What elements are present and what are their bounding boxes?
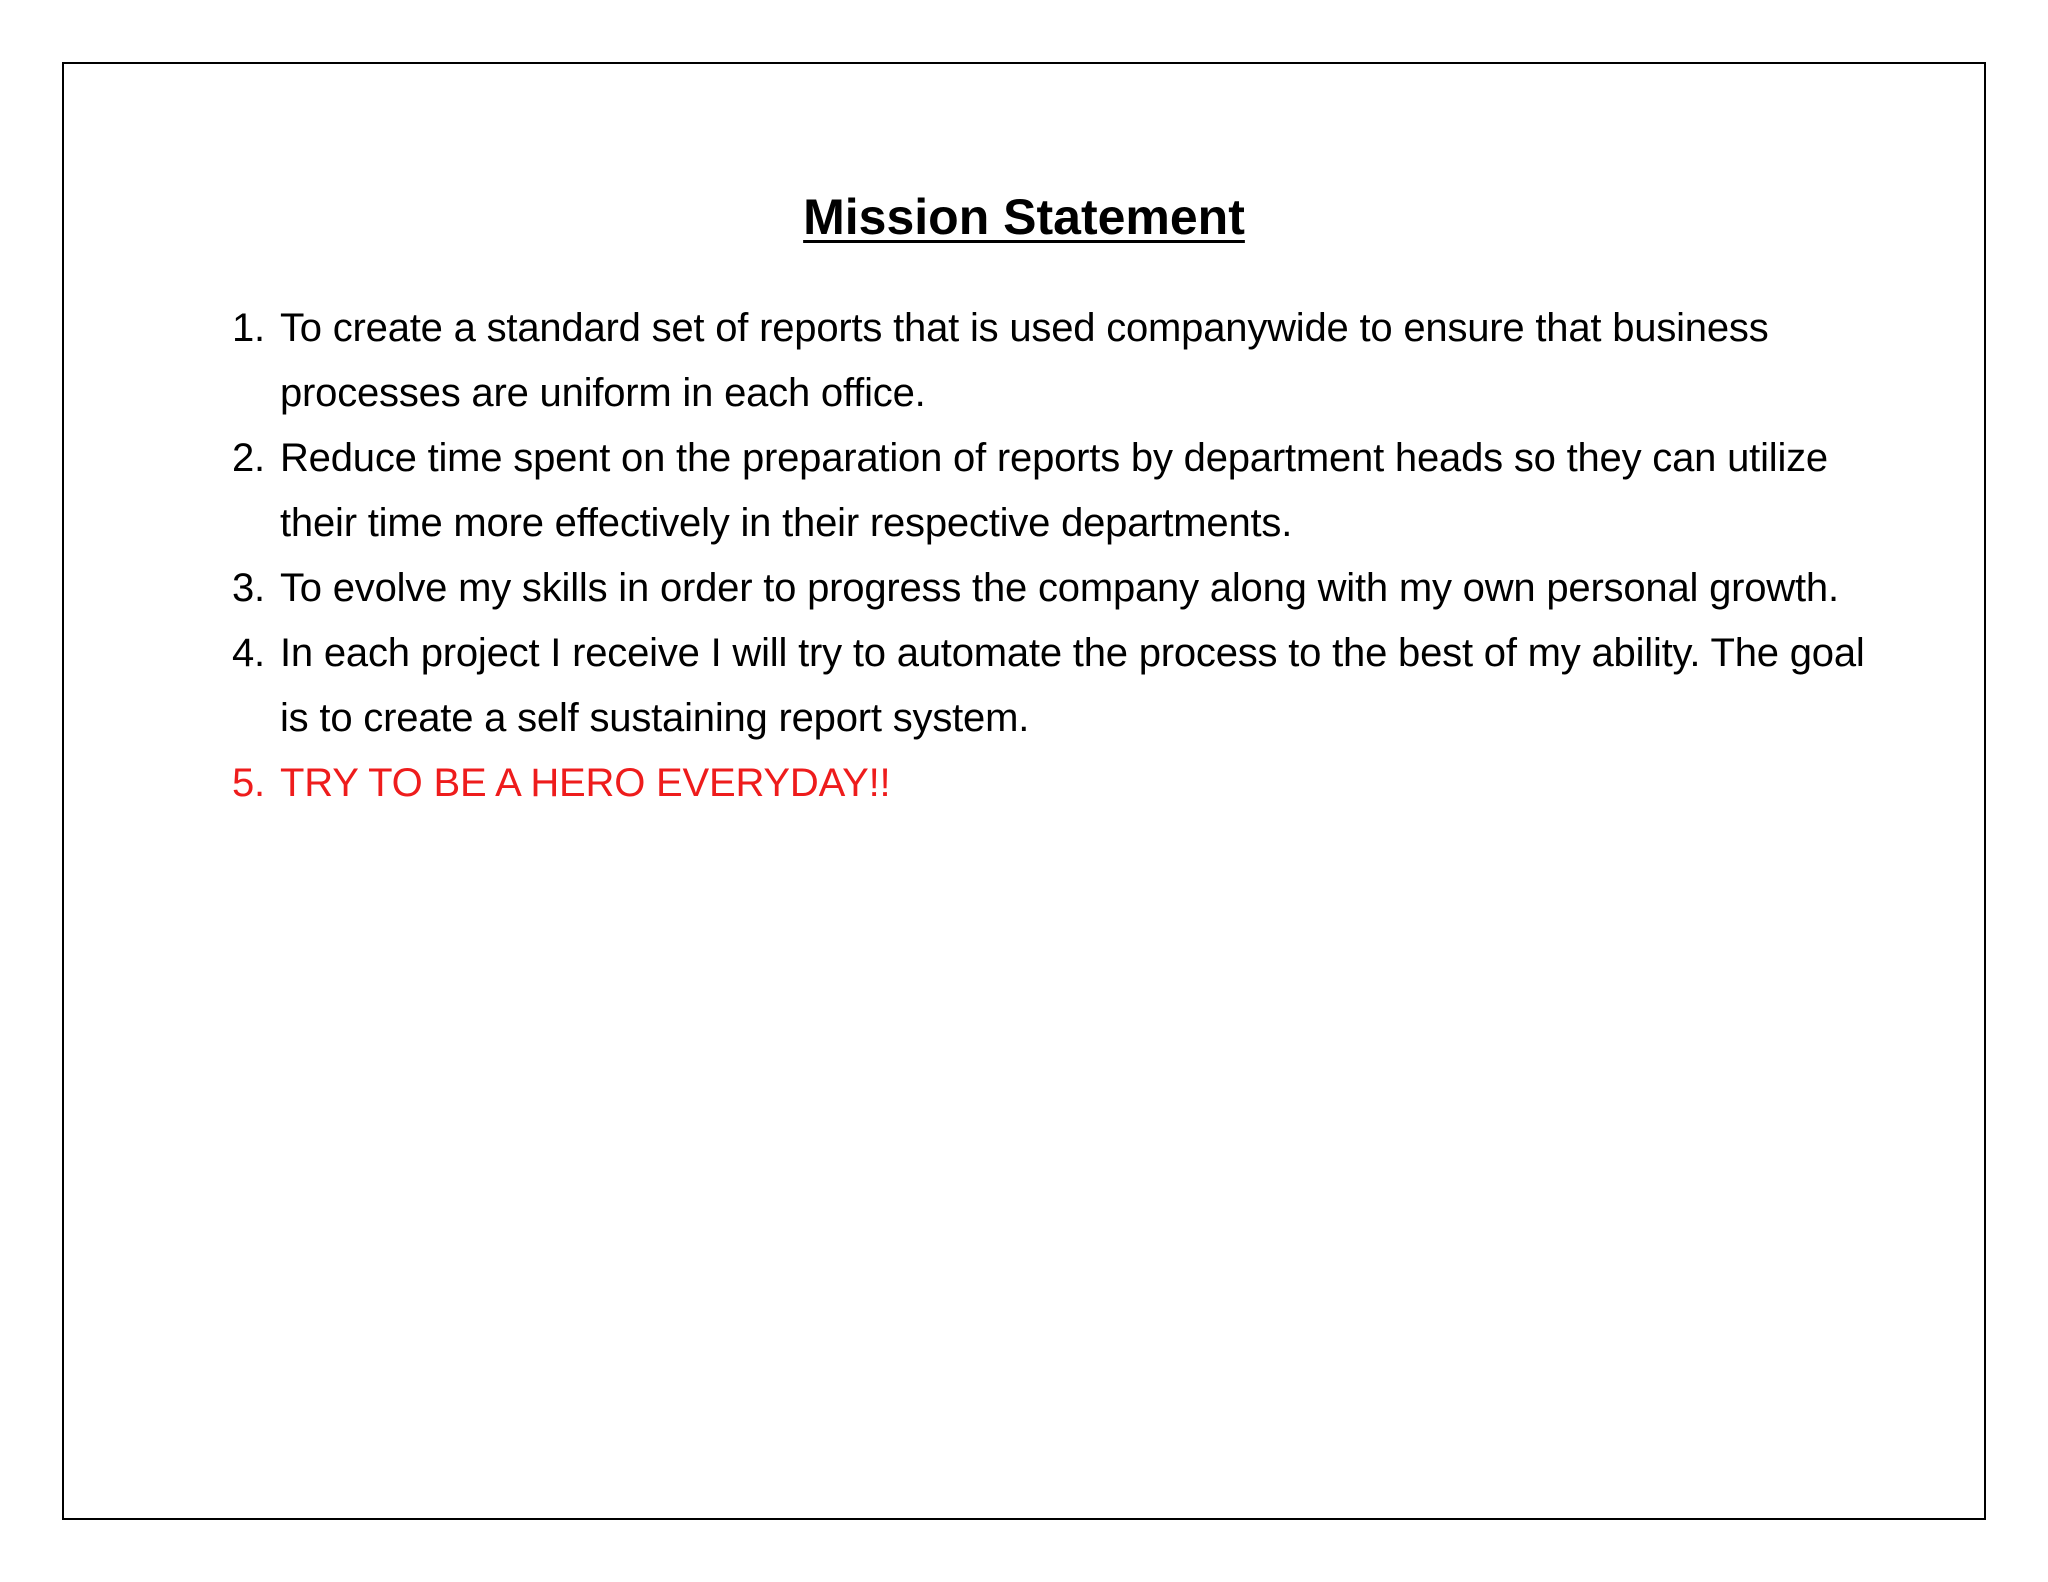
item-number: 3. — [232, 566, 265, 610]
mission-list — [232, 296, 1872, 816]
title-text: Mission Statement — [803, 189, 1245, 245]
item-number: 5. — [232, 761, 265, 805]
list-item — [232, 426, 1872, 556]
page-title — [0, 187, 2048, 247]
item-number: 4. — [232, 631, 265, 675]
item-number: 1. — [232, 306, 265, 350]
item-text: TRY TO BE A HERO EVERYDAY!! — [280, 761, 891, 805]
item-text: To evolve my skills in order to progress the company along with my own personal growth. — [280, 566, 1839, 610]
list-item — [232, 556, 1872, 621]
list-item — [232, 621, 1872, 751]
item-text: In each project I receive I will try to automate the process to the best of my ability. The goal is to create a self sustaining report system. — [280, 631, 1865, 740]
list-item — [232, 296, 1872, 426]
item-number: 2. — [232, 436, 265, 480]
list-item-highlight — [232, 751, 1872, 816]
item-text: Reduce time spent on the preparation of reports by department heads so they can utilize their time more effectively in their respective departments. — [280, 436, 1828, 545]
item-text: To create a standard set of reports that is used companywide to ensure that business processes are uniform in each office. — [280, 306, 1769, 415]
